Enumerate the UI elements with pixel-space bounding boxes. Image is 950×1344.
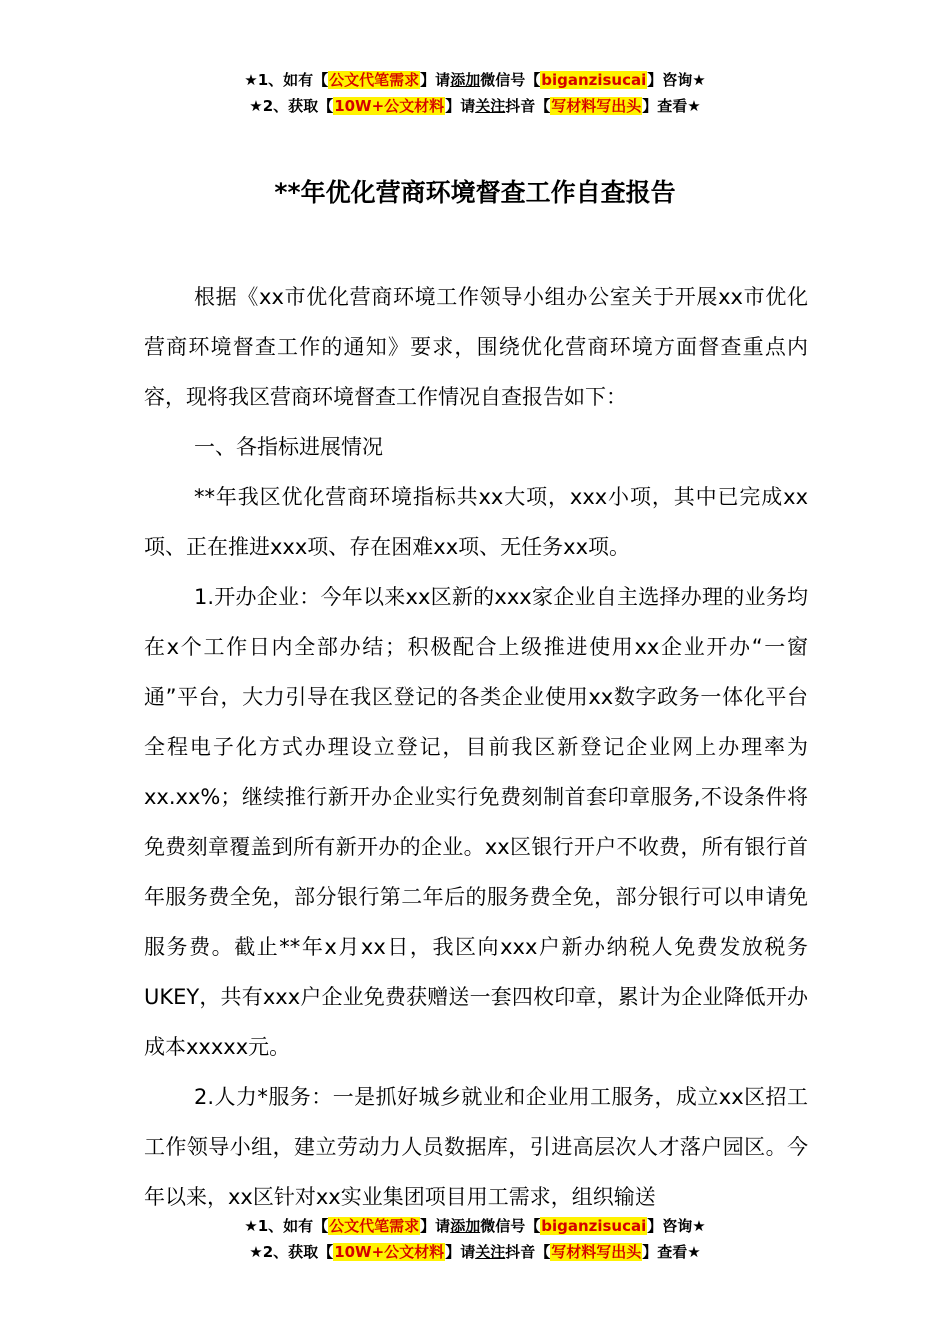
promo-text: 】请 [420, 1217, 451, 1235]
promo-text: 微信号【 [480, 71, 541, 89]
header-promo-banner [0, 67, 950, 119]
section-heading: 一、各指标进展情况 [194, 435, 383, 459]
promo-text: ★2、获取【 [249, 1243, 334, 1261]
promo-highlight: 10W+公文材料 [334, 97, 445, 115]
promo-line-1 [0, 67, 950, 93]
promo-text: 】请 [420, 71, 451, 89]
promo-highlight: 公文代笔需求 [329, 71, 420, 89]
document-title: **年优化营商环境督查工作自查报告 [274, 178, 676, 207]
promo-highlight: 公文代笔需求 [329, 1217, 420, 1235]
promo-text: 】查看★ [642, 97, 701, 115]
promo-text: 微信号【 [480, 1217, 541, 1235]
promo-text: ★1、如有【 [244, 1217, 329, 1235]
promo-text: ★2、获取【 [249, 97, 334, 115]
promo-underlined: 添加 [450, 71, 481, 89]
footer-promo-banner [0, 1213, 950, 1265]
promo-text: ★1、如有【 [244, 71, 329, 89]
promo-underlined: 关注 [475, 1243, 506, 1261]
promo-text: 】咨询★ [647, 71, 706, 89]
document-body [144, 272, 808, 1222]
promo-douyin-account: 写材料写出头 [551, 97, 642, 115]
promo-underlined: 关注 [475, 97, 506, 115]
promo-text: 】请 [445, 1243, 476, 1261]
promo-text: 】咨询★ [647, 1217, 706, 1235]
promo-line-2 [0, 1239, 950, 1265]
paragraph-business-startup: 1.开办企业：今年以来xx区新的xxx家企业自主选择办理的业务均在x个工作日内全部办结；积极配合上级推进使用xx企业开办“一窗通”平台，大力引导在我区登记的各类企业使用xx数字政务一体化平台全程电子化方式办理设立登记，目前我区新登记企业网上办理率为xx.xx%；继续推行新开办企业实行免费刻制首套印章服务,不设条件将免费刻章覆盖到所有新开办的企业。xx区银行开户不收费，所有银行首年服务费全免，部分银行第二年后的服务费全免，部分银行可以申请免服务费。截止**年x月xx日，我区向xxx户新办纳税人免费发放税务UKEY，共有xxx户企业免费获赠送一套四枚印章，累计为企业降低开办成本xxxxx元。 [144, 585, 808, 1059]
promo-text: 】查看★ [642, 1243, 701, 1261]
promo-text: 】请 [445, 97, 476, 115]
promo-line-1 [0, 1213, 950, 1239]
promo-wechat-id: biganzisucai [541, 1217, 647, 1235]
promo-line-2 [0, 93, 950, 119]
paragraph-hr-services: 2.人力*服务：一是抓好城乡就业和企业用工服务，成立xx区招工工作领导小组，建立劳动力人员数据库，引进高层次人才落户园区。今年以来，xx区针对xx实业集团项目用工需求，组织输送 [144, 1085, 808, 1209]
promo-highlight: 10W+公文材料 [334, 1243, 445, 1261]
promo-text: 抖音【 [505, 97, 551, 115]
paragraph-overview: **年我区优化营商环境指标共xx大项，xxx小项，其中已完成xx项、正在推进xxx项、存在困难xx项、无任务xx项。 [144, 485, 808, 559]
promo-douyin-account: 写材料写出头 [551, 1243, 642, 1261]
promo-text: 抖音【 [505, 1243, 551, 1261]
promo-wechat-id: biganzisucai [541, 71, 647, 89]
paragraph-intro: 根据《xx市优化营商环境工作领导小组办公室关于开展xx市优化营商环境督查工作的通知》要求，围绕优化营商环境方面督查重点内容，现将我区营商环境督查工作情况自查报告如下： [144, 285, 808, 409]
promo-underlined: 添加 [450, 1217, 481, 1235]
